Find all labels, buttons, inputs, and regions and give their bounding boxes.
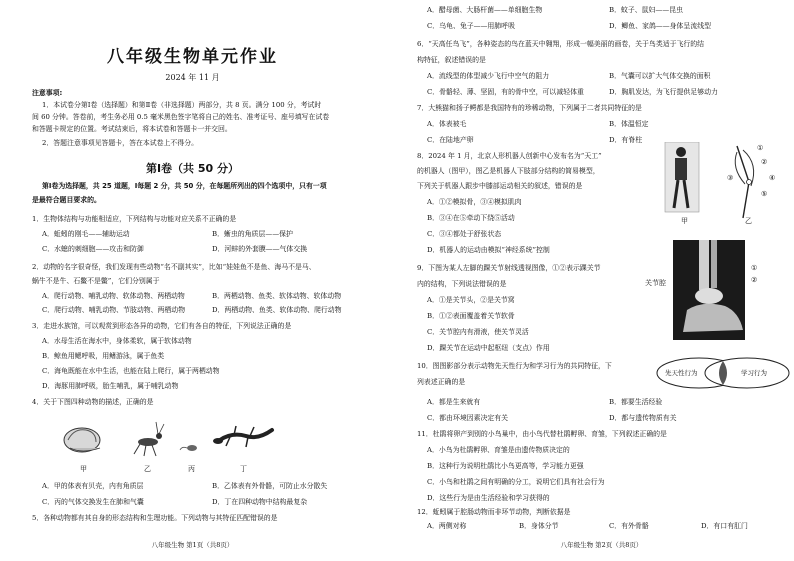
q1-option-c: C．水螅的刺细胞——攻击和防御 <box>42 245 144 253</box>
question-9-cont: 内的结构，下列说法错误的是 <box>417 280 507 288</box>
q10-option-c: C．都由环境因素决定有关 <box>427 414 509 422</box>
page-1 <box>0 0 385 561</box>
venn-label-learned: 学习行为 <box>741 369 767 377</box>
q4-option-a: A．甲的体表有贝壳，内有角质层 <box>42 482 144 490</box>
question-6-cont: 构特征，叙述错误的是 <box>417 56 486 64</box>
q12-option-d: D．有口有肛门 <box>701 522 748 530</box>
question-2: 2．动物的名字很奇怪，我们发现有些动物“名不副其实”，比如“娃娃鱼不是鱼、海马不是马、 <box>32 263 316 271</box>
note-line: 1．本试卷分第Ⅰ卷（选择题）和第Ⅱ卷（非选择题）两部分，共 8 页。满分 100 分，考试时 <box>42 101 322 109</box>
q8-fig-label-5: ⑤ <box>761 190 768 198</box>
q8-fig-label-2: ② <box>761 158 768 166</box>
question-11: 11．杜鹃将卵产到别的小鸟巢中，由小鸟代替杜鹃孵卵、育雏，下列叙述正确的是 <box>417 430 667 438</box>
section-intro: 是最符合题目要求的。 <box>32 196 101 204</box>
q3-option-c: C．海龟既能在水中生活，也能在陆上爬行，属于两栖动物 <box>42 367 220 375</box>
question-6: 6．“天高任鸟飞”，各种姿态的鸟在蓝天中翱翔，形成一幅美丽的画卷，关于鸟类适于飞行的结 <box>417 40 705 48</box>
q7-option-a: A．体表被毛 <box>427 120 467 128</box>
q8-fig-label-jia: 甲 <box>681 217 688 225</box>
q3-option-d: D．海豚用肺呼吸，胎生哺乳，属于哺乳动物 <box>42 382 179 390</box>
q9-xray-image <box>673 240 745 340</box>
question-5: 5．各种动物都有其自身的形态结构和生理功能。下列动物与其特征匹配错误的是 <box>32 514 278 522</box>
document-date: 2024 年 11 月 <box>165 73 220 82</box>
q9-option-d: D．踝关节在运动中起枢纽（支点）作用 <box>427 344 550 352</box>
note-line: 间 60 分钟。答卷前，考生务必用 0.5 毫米黑色签字笔将自己的姓名、准考证号、座号填写在试卷 <box>32 113 330 121</box>
q6-option-b: B．气囊可以扩大气体交换的面积 <box>609 72 711 80</box>
q4-option-b: B．乙体表有外骨骼，可防止水分散失 <box>212 482 328 490</box>
q5-option-c: C．乌龟、兔子——用肺呼吸 <box>427 22 515 30</box>
q10-option-b: B．都要生活经验 <box>609 398 663 406</box>
q2-option-a: A．爬行动物、哺乳动物、软体动物、两栖动物 <box>42 292 185 300</box>
question-10-cont: 列表述正确的是 <box>417 378 466 386</box>
question-2-cont: 蜗牛不是牛、石鳖不是鳖”，它们分别属于 <box>32 277 160 285</box>
note-line: 2．答题注意事项见答题卡，答在本试卷上不得分。 <box>42 139 198 147</box>
note-line: 和答题卡规定的位置。考试结束后，将本试卷和答题卡一并交回。 <box>32 125 232 133</box>
robot-knee-diagram <box>647 142 787 222</box>
q8-fig-label-4: ④ <box>769 174 776 182</box>
q8-fig-label-yi: 乙 <box>745 217 752 225</box>
animal-ding-lizard-icon <box>213 426 272 447</box>
q6-option-c: C．骨骼轻、薄、坚固，有的骨中空，可以减轻体重 <box>427 88 584 96</box>
section-title: 第Ⅰ卷（共 50 分） <box>145 162 240 175</box>
question-8-cont: 下列关于机器人跟步中膝部运动相关的叙述，错误的是 <box>417 182 583 190</box>
q8-option-c: C．③④都处于舒张状态 <box>427 230 502 238</box>
q4-label-ding: 丁 <box>240 465 247 473</box>
q9-label-1: ① <box>751 264 758 272</box>
q5-option-b: B．蚊子、鼠妇——昆虫 <box>609 6 683 14</box>
q7-option-d: D．有脊柱 <box>609 136 643 144</box>
document-title: 八年级生物单元作业 <box>107 47 278 67</box>
q6-option-a: A．流线型的体型减少飞行中空气的阻力 <box>427 72 550 80</box>
q12-option-c: C．有外骨骼 <box>609 522 649 530</box>
q9-option-c: C．关节腔内有滑液，使关节灵活 <box>427 328 529 336</box>
q11-option-a: A．小鸟为杜鹃孵卵、育雏是由遗传物质决定的 <box>427 446 570 454</box>
question-7: 7．大熊猫和扬子鳄都是我国特有的珍稀动物，下列属于二者共同特征的是 <box>417 104 642 112</box>
q4-option-d: D．丁在四种动物中结构最复杂 <box>212 498 308 506</box>
q3-option-a: A．水母生活在海水中，身体柔软，属于软体动物 <box>42 337 192 345</box>
q8-fig-label-3: ③ <box>727 174 734 182</box>
q1-option-a: A．蚯蚓的刚毛——辅助运动 <box>42 230 130 238</box>
q4-option-c: C．丙的气体交换发生在肺和气囊 <box>42 498 144 506</box>
section-intro: 第Ⅰ卷为选择题，共 25 道题，Ⅰ每题 2 分，共 50 分，在每题所列出的四个选项中，只有一项 <box>42 182 327 190</box>
q4-animals-figure <box>60 410 280 460</box>
q2-option-d: D．两栖动物、鱼类、软体动物、爬行动物 <box>212 306 342 314</box>
q9-label-joint-cavity: 关节腔 <box>645 279 666 287</box>
q11-option-d: D．这些行为是由生活经验和学习获得的 <box>427 494 550 502</box>
question-12: 12．蚯蚓属于腔肠动物而非环节动物，判断依据是 <box>417 508 571 516</box>
q9-label-2: ② <box>751 276 758 284</box>
q3-option-b: B．鲸鱼用鳃呼吸，用鳍游泳，属于鱼类 <box>42 352 165 360</box>
question-3: 3．走进水族馆，可以观赏到形态各异的动物，它们有各自的特征，下列说法正确的是 <box>32 322 292 330</box>
question-4: 4．关于下图四种动物的描述，正确的是 <box>32 398 154 406</box>
q5-option-d: D．鲫鱼、家鸽——身体呈流线型 <box>609 22 711 30</box>
q5-option-a: A．醋母菌、大肠杆菌——单细胞生物 <box>427 6 543 14</box>
q6-option-d: D．胸肌发达，为飞行提供足够动力 <box>609 88 718 96</box>
q9-option-a: A．①是关节头，②是关节窝 <box>427 296 515 304</box>
page-footer: 八年级生物 第1页（共8页） <box>151 541 234 549</box>
venn-label-innate: 先天性行为 <box>665 369 698 377</box>
q7-option-b: B．体温恒定 <box>609 120 649 128</box>
q2-option-b: B．两栖动物、鱼类、软体动物、软体动物 <box>212 292 342 300</box>
knee-model <box>735 146 753 218</box>
ankle-xray <box>673 240 745 340</box>
q4-label-jia: 甲 <box>80 465 87 473</box>
question-8: 8．2024 年 1 月，北京人形机器人创新中心发布名为“天工” <box>417 152 602 160</box>
animals-illustration <box>60 410 280 460</box>
q1-option-d: D．河蚌的外套膜——气体交换 <box>212 245 308 253</box>
animal-bing-small-icon <box>180 445 197 451</box>
q9-option-b: B．①②表面覆盖着关节软骨 <box>427 312 515 320</box>
page-footer: 八年级生物 第2页（共8页） <box>560 541 643 549</box>
q7-option-c: C．在陆地产卵 <box>427 136 474 144</box>
question-1: 1．生物体结构与功能相适应，下列结构与功能对应关系不正确的是 <box>32 215 237 223</box>
q8-option-b: B．③④在⑤牵动下绕⑤活动 <box>427 214 515 222</box>
q8-fig-label-1: ① <box>757 144 764 152</box>
q10-option-d: D．都与遗传物质有关 <box>609 414 677 422</box>
animal-jia-snail-icon <box>64 428 100 452</box>
q11-option-c: C．小鸟和杜鹃之间有明确的分工，说明它们具有社会行为 <box>427 478 605 486</box>
question-10: 10．图图影部分表示动物先天性行为和学习行为的共同特征，下 <box>417 362 612 370</box>
q4-label-bing: 丙 <box>188 465 195 473</box>
q12-option-a: A．两侧对称 <box>427 522 467 530</box>
notes-heading: 注意事项: <box>32 89 63 97</box>
page-2 <box>409 0 794 561</box>
q10-option-a: A．都是生来就有 <box>427 398 481 406</box>
question-8-cont: 的机器人（图甲），图乙是机器人下肢部分结构的简易模型， <box>417 167 600 175</box>
q8-option-d: D．机器人的运动由模拟“神经系统”控制 <box>427 246 550 254</box>
q2-option-c: C．爬行动物、哺乳动物、节肢动物、两栖动物 <box>42 306 186 314</box>
q12-option-b: B．身体分节 <box>519 522 559 530</box>
question-9: 9．下图为某人左脚的踝关节射线透视图像，①②表示踝关节 <box>417 264 601 272</box>
q8-option-a: A．①②模拟骨，③④模拟肌肉 <box>427 198 522 206</box>
q1-option-b: B．蜥虫的角质层——保护 <box>212 230 293 238</box>
q4-label-yi: 乙 <box>144 465 151 473</box>
q8-robot-figure <box>647 142 787 222</box>
q11-option-b: B．这种行为说明杜鹃比小鸟更高等，学习能力更强 <box>427 462 584 470</box>
animal-yi-insect-icon <box>134 422 164 456</box>
